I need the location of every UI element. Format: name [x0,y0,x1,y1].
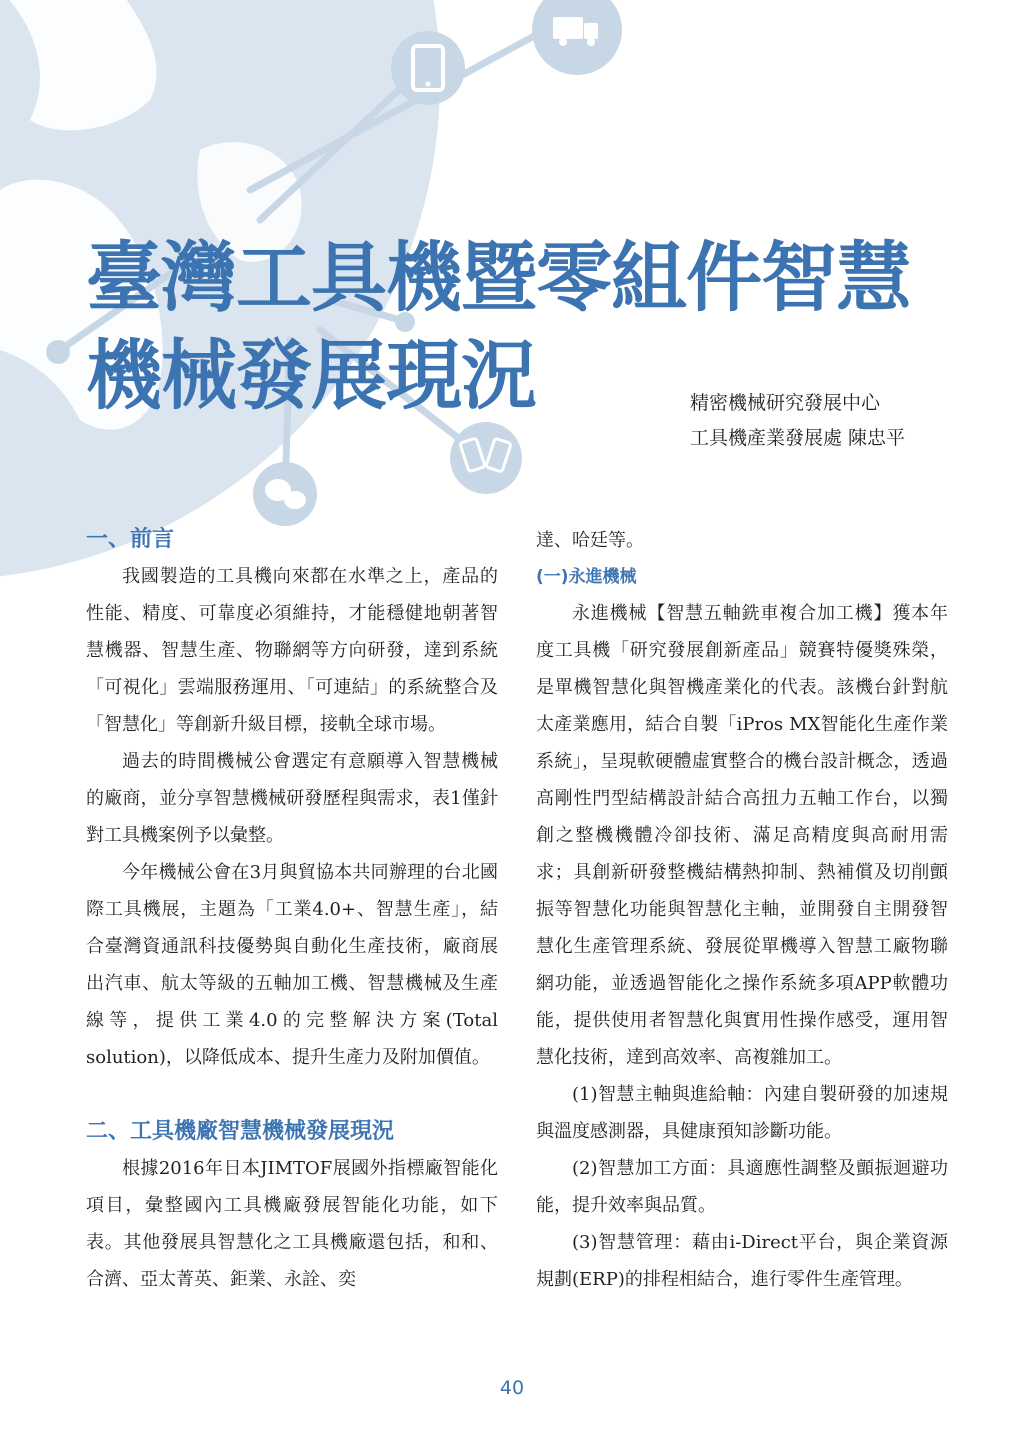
list-item-smart-management: (3)智慧管理：藉由i-Direct平台，與企業資源規劃(ERP)的排程相結合，進行零件生產管理。 [536,1232,948,1290]
author-organization: 精密機械研究發展中心 [690,392,881,414]
section-heading-development-status: 二、工具機廠智慧機械發展現況 [86,1119,395,1144]
paragraph-jimtof: 根據2016年日本JIMTOF展國外指標廠智能化項目，彙整國內工具機廠發展智能化功能，如下表。其他發展具智慧化之工具機廠還包括，和和、合濟、亞太菁英、鉅業、永詮、奕 [86,1158,498,1290]
author-block [690,386,905,456]
right-column [536,522,948,1298]
paragraph-tmts-show: 今年機械公會在3月與貿協本共同辦理的台北國際工具機展，主題為「工業4.0+、智慧生產」，結合臺灣資通訊科技優勢與自動化生產技術，廠商展出汽車、航太等級的五軸加工機、智慧機械及生產線等，提供工業4.0的完整解決方案(Total solution)，以降低成本、提升生產力及附加價值。 [86,862,498,1068]
chat-bubbles-icon [253,462,317,526]
title-line-1: 臺灣工具機暨零組件智慧 [86,232,911,322]
left-column [86,522,498,1298]
title-line-2: 機械發展現況 [86,330,536,420]
paragraph-intro: 我國製造的工具機向來都在水準之上，產品的性能、精度、可靠度必須維持，才能穩健地朝著智慧機器、智慧生產、物聯網等方向研發，達到系統「可視化」雲端服務運用、「可連結」的系統整合及「智慧化」等創新升級目標，接軌全球市場。 [86,566,498,735]
subsection-heading-yeong-chin: (一)永進機械 [536,567,637,587]
paragraph-continuation: 達、哈廷等。 [536,530,644,551]
mobile-phones-icon [450,422,522,494]
paragraph-yeong-chin: 永進機械【智慧五軸銑車複合加工機】獲本年度工具機「研究發展創新產品」競賽特優獎殊榮，是單機智慧化與智機產業化的代表。該機台針對航太產業應用，結合自製「iPros MX智能化生產作業系統」，呈現軟硬體虛實整合的機台設計概念，透過高剛性門型結構設計結合高扭力五軸工作台，以獨創之整機機體冷卻技術、滿足高精度與高耐用需求；具創新研發整機結構熱抑制、熱補償及切削顫振等智慧化功能與智慧化主軸，並開發自主開發智慧化生產管理系統、發展從單機導入智慧工廠物聯網功能，並透過智能化之操作系統多項APP軟體功能，提供使用者智慧化與實用性操作感受，運用智慧化技術，達到高效率、高複雜加工。 [536,603,948,1068]
list-item-smart-machining: (2)智慧加工方面：具適應性調整及顫振迴避功能，提升效率與品質。 [536,1158,948,1216]
tablet-icon [391,31,465,105]
paragraph-association: 過去的時間機械公會選定有意願導入智慧機械的廠商，並分享智慧機械研發歷程與需求，表1僅針對工具機案例予以彙整。 [86,751,498,846]
author-department-name: 工具機產業發展處 陳忠平 [690,427,906,449]
list-item-smart-spindle: (1)智慧主軸與進給軸：內建自製研發的加速規與溫度感測器，具健康預知診斷功能。 [536,1084,948,1142]
page-number: 40 [499,1377,525,1399]
section-heading-introduction: 一、前言 [86,527,175,552]
truck-icon [532,0,622,75]
